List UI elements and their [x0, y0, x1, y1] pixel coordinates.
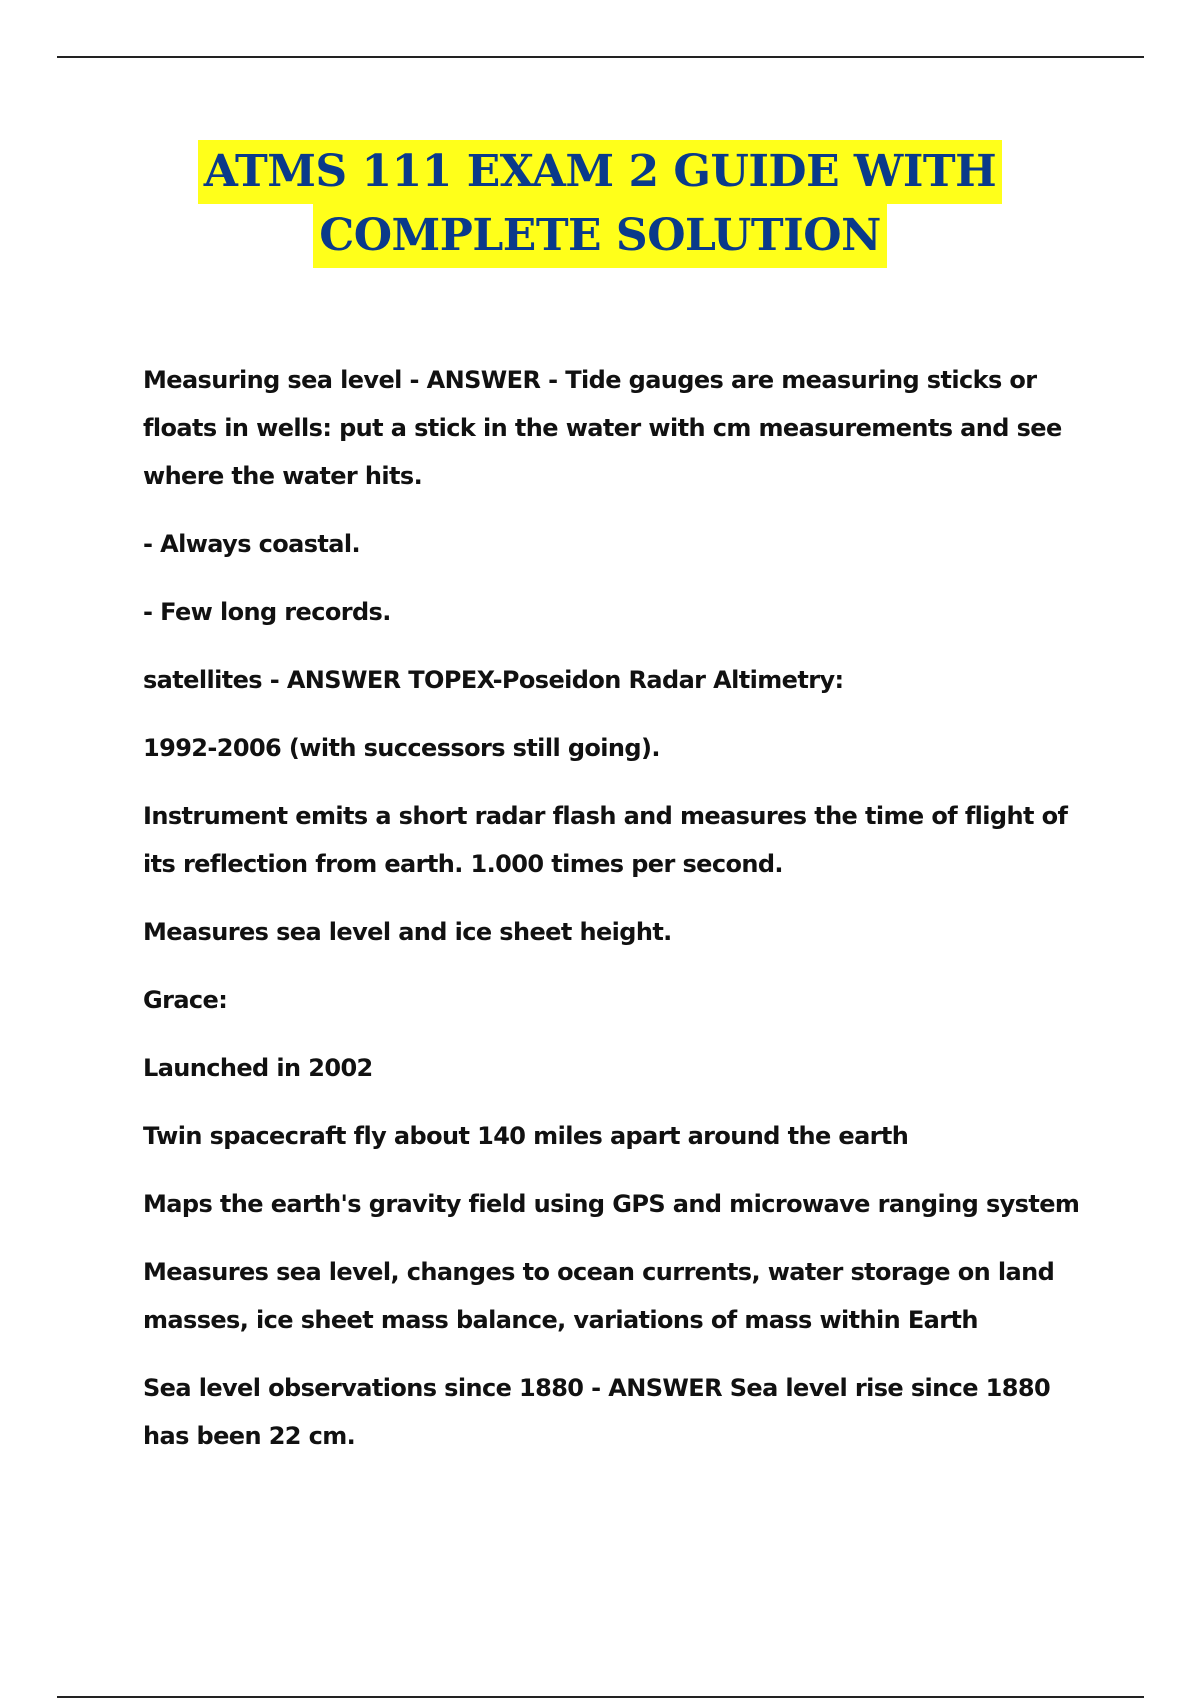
- paragraph-twin-spacecraft: Twin spacecraft fly about 140 miles apart around the earth: [143, 1122, 909, 1150]
- title-line-1: ATMS 111 EXAM 2 GUIDE WITH: [198, 140, 1003, 204]
- document-body: [143, 356, 1103, 1480]
- paragraph-sea-level-1880: Sea level observations since 1880 - ANSWER Sea level rise since 1880 has been 22 cm.: [143, 1374, 1051, 1450]
- paragraph-gravity-field: Maps the earth's gravity field using GPS and microwave ranging system: [143, 1190, 1080, 1218]
- paragraph-measures-changes: Measures sea level, changes to ocean currents, water storage on land masses, ice sheet mass balance, variations of mass within Earth: [143, 1258, 1055, 1334]
- paragraph-grace: Grace:: [143, 986, 228, 1014]
- paragraph-topex-years: 1992-2006 (with successors still going).: [143, 734, 660, 762]
- paragraph-few-long-records: - Few long records.: [143, 598, 391, 626]
- paragraph-launched: Launched in 2002: [143, 1054, 373, 1082]
- bottom-rule: [57, 1696, 1144, 1698]
- paragraph-always-coastal: - Always coastal.: [143, 530, 361, 558]
- title-line-2: COMPLETE SOLUTION: [313, 204, 887, 268]
- paragraph-instrument: Instrument emits a short radar flash and measures the time of flight of its reflection from earth. 1.000 times per second.: [143, 802, 1068, 878]
- document-title: [0, 140, 1200, 268]
- paragraph-satellites: satellites - ANSWER TOPEX-Poseidon Radar Altimetry:: [143, 666, 844, 694]
- paragraph-measures-sea-level: Measures sea level and ice sheet height.: [143, 918, 672, 946]
- top-rule: [57, 56, 1144, 58]
- paragraph-measuring-sea-level: Measuring sea level - ANSWER - Tide gauges are measuring sticks or floats in wells: put a stick in the water with cm measurements and see where the water hits.: [143, 366, 1062, 490]
